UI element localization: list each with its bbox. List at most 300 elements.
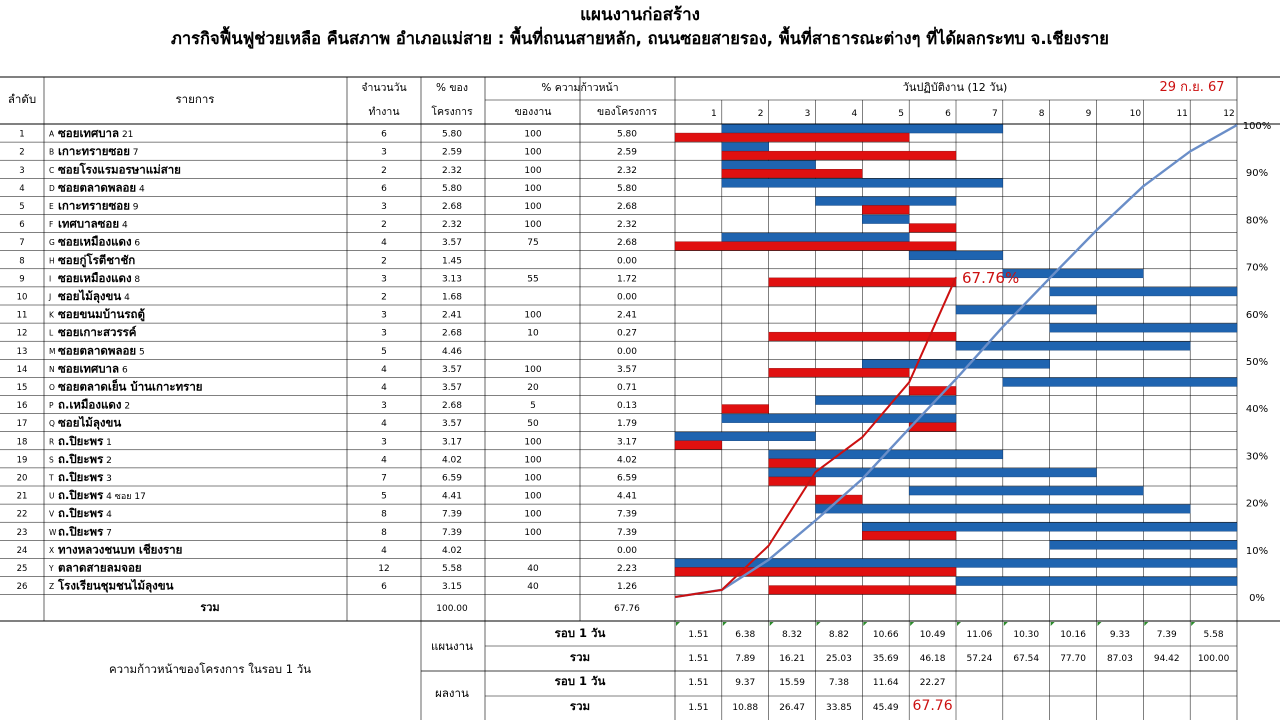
actual-round-value: 7.38 bbox=[828, 678, 849, 688]
cell-marker bbox=[1144, 622, 1148, 626]
row-pct: 2.41 bbox=[441, 310, 463, 321]
row-pct: 4.46 bbox=[441, 346, 463, 357]
cell-marker bbox=[1004, 622, 1008, 626]
day-number: 6 bbox=[945, 109, 951, 119]
row-item-name bbox=[58, 488, 146, 502]
y-axis-tick: 60% bbox=[1245, 309, 1269, 321]
item-name: เทศบาลซอย bbox=[58, 216, 120, 231]
row-days: 2 bbox=[381, 220, 387, 231]
row-code: G bbox=[49, 238, 55, 248]
row-pct: 5.80 bbox=[441, 183, 463, 194]
plan-cumulative-value: 67.54 bbox=[1013, 654, 1040, 664]
row-seq: 5 bbox=[19, 201, 25, 212]
plan-cumulative-value: 57.24 bbox=[966, 654, 993, 664]
row-item-name bbox=[58, 361, 128, 375]
plan-bar bbox=[1050, 541, 1237, 550]
row-project-progress: 7.39 bbox=[616, 509, 638, 520]
row-item-name bbox=[58, 452, 112, 466]
actual-cumulative-value: 33.85 bbox=[826, 703, 852, 713]
day-number: 1 bbox=[710, 109, 717, 119]
plan-bar bbox=[1003, 378, 1237, 387]
row-seq: 23 bbox=[16, 527, 28, 538]
actual-bar bbox=[675, 441, 722, 450]
item-name: ซอยตลาดเย็น บ้านเกาะทราย bbox=[58, 379, 203, 394]
row-seq: 21 bbox=[16, 491, 28, 502]
row-project-progress: 7.39 bbox=[616, 527, 638, 538]
item-suffix: 2 bbox=[103, 455, 112, 466]
row-project-progress: 2.68 bbox=[616, 238, 638, 249]
row-pct: 1.68 bbox=[441, 292, 463, 303]
plan-round-value: 7.39 bbox=[1156, 630, 1177, 640]
row-pct: 2.32 bbox=[441, 165, 463, 176]
item-name: ซอยเกาะสวรรค์ bbox=[58, 325, 137, 340]
row-code: E bbox=[49, 201, 54, 211]
row-work-progress: 100 bbox=[524, 473, 542, 484]
actual-bar bbox=[909, 224, 956, 233]
row-item-name bbox=[58, 398, 130, 412]
row-item-name bbox=[58, 378, 203, 393]
plan-bar bbox=[1050, 324, 1237, 333]
row-work-progress: 100 bbox=[524, 509, 542, 520]
plan-cumulative-value: 100.00 bbox=[1197, 654, 1230, 664]
page-subtitle: ภารกิจฟื้นฟูช่วยเหลือ คืนสภาพ อำเภอแม่สาย : พื้นที่ถนนสายหลัก, ถนนซอยสายรอง, พื้นที่สาธารณะต่างๆ ที่ได้ผลกระทบ จ.เชียงราย bbox=[171, 29, 1109, 48]
page-title: แผนงานก่อสร้าง bbox=[580, 5, 700, 25]
cell-marker bbox=[957, 622, 961, 626]
y-axis-tick: 100% bbox=[1242, 121, 1272, 132]
actual-cumulative-value: 45.49 bbox=[872, 703, 899, 713]
plan-round-value: 8.82 bbox=[828, 630, 849, 640]
item-name: ซอยตลาดพลอย bbox=[58, 343, 137, 358]
plan-round-value: 6.38 bbox=[735, 630, 756, 640]
actual-bar bbox=[675, 242, 956, 251]
row-days: 3 bbox=[381, 401, 387, 412]
y-axis-tick: 90% bbox=[1245, 168, 1269, 180]
actual-bar bbox=[722, 169, 863, 178]
row-days: 2 bbox=[381, 292, 387, 303]
day-number: 8 bbox=[1038, 109, 1045, 119]
y-axis-tick: 20% bbox=[1245, 498, 1269, 510]
item-name: ถ.ปิยะพร bbox=[58, 524, 104, 539]
row-item-name bbox=[58, 434, 112, 448]
plan-round-value: 8.32 bbox=[782, 630, 803, 640]
plan-round-value: 11.06 bbox=[966, 630, 993, 640]
actual-bar bbox=[722, 405, 769, 414]
row-days: 12 bbox=[378, 563, 390, 574]
row-days: 5 bbox=[381, 346, 387, 357]
row-seq: 2 bbox=[19, 147, 25, 158]
row-seq: 17 bbox=[16, 419, 28, 430]
plan-cumulative-value: 94.42 bbox=[1153, 654, 1180, 664]
row-code: V bbox=[49, 509, 55, 519]
row-item-name bbox=[58, 524, 112, 538]
item-name: ซอยตลาดพลอย bbox=[58, 180, 137, 195]
actual-round-value: 1.51 bbox=[688, 678, 709, 688]
row-pct: 7.39 bbox=[441, 509, 463, 520]
dynamic-text bbox=[17, 109, 1272, 714]
row-work-progress: 100 bbox=[524, 455, 542, 466]
actual-cumulative-value: 10.88 bbox=[732, 703, 759, 713]
row-days: 6 bbox=[381, 582, 387, 593]
row-project-progress: 0.00 bbox=[616, 256, 638, 267]
plan-cumulative-value: 16.21 bbox=[779, 654, 805, 664]
row-days: 4 bbox=[381, 364, 387, 375]
row-days: 5 bbox=[381, 491, 387, 502]
plan-bar bbox=[675, 432, 816, 441]
row-code: M bbox=[49, 346, 56, 356]
row-work-progress: 20 bbox=[527, 382, 539, 393]
row-code: R bbox=[49, 437, 55, 447]
actual-round-value: 9.37 bbox=[735, 678, 756, 688]
row-days: 3 bbox=[381, 328, 387, 339]
row-days: 4 bbox=[381, 545, 387, 556]
row-project-progress: 1.26 bbox=[616, 582, 638, 593]
actual-bar bbox=[675, 133, 909, 142]
plan-bar bbox=[816, 197, 957, 206]
row-seq: 19 bbox=[16, 455, 28, 466]
actual-cum-label: รวม bbox=[569, 699, 591, 713]
y-axis-tick: 80% bbox=[1245, 215, 1269, 227]
item-suffix: 4 bbox=[121, 292, 130, 303]
row-code: P bbox=[49, 401, 54, 411]
item-name: ซอยเทศบาล bbox=[58, 361, 120, 376]
row-item-name bbox=[58, 542, 182, 556]
actual-cumulative-value: 26.47 bbox=[779, 703, 805, 713]
row-pct: 3.57 bbox=[441, 238, 463, 249]
actual-cumulative-value: 67.76 bbox=[912, 698, 953, 714]
row-pct: 2.68 bbox=[441, 201, 463, 212]
row-item-name bbox=[57, 578, 174, 594]
row-days: 3 bbox=[381, 147, 387, 158]
row-item-name bbox=[58, 325, 137, 339]
row-pct: 3.15 bbox=[441, 582, 463, 593]
item-suffix: 9 bbox=[129, 202, 139, 213]
cell-marker bbox=[1051, 622, 1055, 626]
row-work-progress: 100 bbox=[524, 220, 542, 231]
plan-cumulative-value: 35.69 bbox=[872, 654, 899, 664]
row-work-progress: 100 bbox=[524, 147, 542, 158]
row-pct: 7.39 bbox=[441, 527, 463, 538]
day-number: 4 bbox=[851, 109, 858, 119]
row-work-progress: 5 bbox=[530, 401, 536, 412]
row-item-name bbox=[58, 198, 139, 212]
cell-marker bbox=[817, 622, 821, 626]
row-code: L bbox=[49, 328, 54, 338]
row-seq: 20 bbox=[16, 473, 28, 484]
cell-marker bbox=[676, 622, 680, 626]
row-project-progress: 5.80 bbox=[616, 129, 638, 140]
row-seq: 18 bbox=[16, 437, 28, 448]
y-axis-tick: 0% bbox=[1249, 593, 1265, 604]
plan-round-value: 5.58 bbox=[1203, 630, 1224, 640]
plan-bar bbox=[956, 342, 1190, 351]
actual-round-label: รอบ 1 วัน bbox=[554, 674, 606, 688]
actual-cumulative-value: 1.51 bbox=[688, 703, 709, 713]
row-seq: 7 bbox=[19, 238, 25, 249]
row-days: 4 bbox=[381, 382, 387, 393]
row-days: 3 bbox=[381, 201, 387, 212]
row-days: 6 bbox=[381, 183, 387, 194]
row-pct: 5.58 bbox=[441, 563, 463, 574]
row-days: 3 bbox=[381, 274, 387, 285]
cell-marker bbox=[770, 622, 774, 626]
row-work-progress: 50 bbox=[527, 419, 539, 430]
day-number: 11 bbox=[1176, 109, 1188, 119]
row-project-progress: 2.68 bbox=[616, 201, 638, 212]
row-work-progress: 100 bbox=[524, 201, 542, 212]
row-project-progress: 1.79 bbox=[616, 419, 638, 430]
header-item: รายการ bbox=[175, 92, 215, 106]
row-seq: 25 bbox=[16, 563, 28, 574]
item-name: ทางหลวงชนบท เชียงราย bbox=[58, 542, 183, 557]
row-pct: 6.59 bbox=[441, 473, 463, 484]
plan-bar bbox=[862, 215, 909, 224]
row-project-progress: 2.59 bbox=[616, 147, 638, 158]
plan-bar bbox=[862, 523, 1237, 532]
row-pct: 2.59 bbox=[441, 147, 463, 158]
plan-bar bbox=[909, 251, 1003, 260]
row-code: W bbox=[49, 527, 57, 537]
row-work-progress: 40 bbox=[527, 582, 539, 593]
header-seq: ลำดับ bbox=[7, 92, 37, 106]
row-code: H bbox=[49, 256, 55, 266]
actual-round-value: 22.27 bbox=[919, 678, 946, 688]
item-name: ซอยเหมืองแดง bbox=[58, 270, 132, 285]
row-days: 4 bbox=[381, 238, 387, 249]
row-seq: 6 bbox=[19, 220, 25, 231]
row-days: 3 bbox=[381, 310, 387, 321]
row-seq: 9 bbox=[19, 274, 25, 285]
actual-round-value: 11.64 bbox=[872, 678, 899, 688]
cell-marker bbox=[1098, 622, 1102, 626]
item-suffix: 4 bbox=[136, 184, 145, 195]
plan-bar bbox=[956, 306, 1097, 315]
row-code: J bbox=[49, 292, 52, 302]
row-project-progress: 3.17 bbox=[616, 437, 638, 448]
plan-round-value: 10.66 bbox=[872, 630, 899, 640]
plan-bar bbox=[909, 487, 1143, 496]
row-work-progress: 100 bbox=[524, 527, 542, 538]
item-name: เกาะทรายซอย bbox=[58, 198, 130, 213]
row-work-progress: 100 bbox=[524, 165, 542, 176]
row-pct: 4.02 bbox=[441, 455, 463, 466]
row-days: 3 bbox=[381, 437, 387, 448]
row-code: C bbox=[49, 165, 55, 175]
row-code: Y bbox=[49, 563, 54, 573]
row-seq: 10 bbox=[16, 292, 28, 303]
actual-bar bbox=[862, 531, 956, 540]
item-name: ซอยขนมบ้านรถตู้ bbox=[58, 307, 145, 322]
item-name: ซอยเทศบาล bbox=[58, 126, 120, 141]
row-code: N bbox=[49, 364, 55, 374]
item-suffix: 5 bbox=[136, 347, 145, 358]
total-proj: 67.76 bbox=[614, 604, 640, 614]
item-suffix: 8 bbox=[131, 274, 141, 285]
row-pct: 4.41 bbox=[441, 491, 463, 502]
row-days: 4 bbox=[381, 419, 387, 430]
row-work-progress: 100 bbox=[524, 364, 542, 375]
row-seq: 11 bbox=[16, 310, 28, 321]
actual-progress-label: 67.76% bbox=[962, 269, 1020, 288]
item-name: ถ.เหมืองแดง bbox=[58, 397, 122, 412]
row-work-progress: 100 bbox=[524, 183, 542, 194]
row-code: Z bbox=[49, 582, 55, 592]
item-name: ถ.ปิยะพร bbox=[58, 506, 104, 521]
row-code: D bbox=[49, 183, 55, 193]
row-item-name bbox=[58, 252, 135, 268]
plan-round-value: 1.51 bbox=[688, 630, 709, 640]
plan-round-value: 9.33 bbox=[1109, 630, 1130, 640]
row-item-name bbox=[58, 235, 140, 249]
header-of-work: ของงาน bbox=[514, 106, 552, 118]
item-suffix: 3 bbox=[103, 473, 112, 484]
header-progress: % ความก้าวหน้า bbox=[541, 82, 619, 94]
row-pct: 3.57 bbox=[441, 364, 463, 375]
row-code: T bbox=[49, 473, 54, 483]
plan-bar bbox=[1003, 269, 1143, 278]
y-axis-tick: 50% bbox=[1245, 357, 1269, 368]
plan-bar bbox=[722, 179, 1003, 188]
row-item-name bbox=[58, 307, 145, 322]
y-axis-tick: 30% bbox=[1245, 451, 1269, 463]
plan-bar bbox=[956, 577, 1237, 586]
item-name: โรงเรียนชุมชนไม้ลุงขน bbox=[58, 578, 174, 593]
header-of-project: ของโครงการ bbox=[597, 106, 657, 118]
row-item-name bbox=[58, 416, 121, 431]
row-code: K bbox=[49, 310, 54, 320]
row-code: Q bbox=[49, 419, 55, 429]
day-number: 9 bbox=[1085, 109, 1092, 119]
row-code: U bbox=[49, 491, 55, 501]
item-name: เกาะทรายซอย bbox=[58, 144, 130, 159]
plan-cumulative-value: 1.51 bbox=[688, 654, 709, 664]
cell-marker bbox=[863, 622, 867, 626]
row-item-name bbox=[58, 470, 112, 484]
row-project-progress: 6.59 bbox=[616, 473, 638, 484]
row-days: 8 bbox=[381, 527, 387, 538]
plan-cumulative-value: 46.18 bbox=[919, 654, 946, 664]
item-suffix: 21 bbox=[119, 130, 134, 141]
row-item-name bbox=[58, 289, 130, 304]
plan-bar bbox=[722, 143, 769, 152]
row-project-progress: 0.13 bbox=[616, 401, 638, 412]
row-pct: 4.02 bbox=[441, 545, 463, 556]
row-seq: 14 bbox=[16, 364, 28, 375]
header-pct-2: โครงการ bbox=[431, 106, 473, 118]
row-project-progress: 2.41 bbox=[616, 310, 638, 321]
plan-cum-label: รวม bbox=[569, 650, 591, 664]
header-days-2: ทำงาน bbox=[368, 106, 400, 118]
row-code: F bbox=[49, 220, 54, 230]
row-code: B bbox=[49, 147, 55, 157]
row-project-progress: 1.72 bbox=[616, 274, 638, 285]
item-name: ถ.ปิยะพร bbox=[58, 469, 104, 484]
row-days: 2 bbox=[381, 256, 387, 267]
plan-label: แผนงาน bbox=[431, 639, 473, 653]
actual-bar bbox=[769, 586, 956, 595]
row-seq: 13 bbox=[16, 346, 28, 357]
actual-bar bbox=[909, 423, 956, 432]
row-days: 6 bbox=[381, 129, 387, 140]
plan-cumulative-value: 25.03 bbox=[826, 654, 852, 664]
row-code: A bbox=[49, 129, 55, 139]
row-pct: 3.57 bbox=[441, 382, 463, 393]
row-code: I bbox=[49, 274, 52, 284]
header-date: 29 ก.ย. 67 bbox=[1159, 80, 1225, 95]
row-work-progress: 100 bbox=[524, 491, 542, 502]
item-name: ถ.ปิยะพร bbox=[58, 488, 104, 503]
y-axis-tick: 70% bbox=[1245, 262, 1269, 274]
row-seq: 1 bbox=[19, 129, 25, 140]
total-pct: 100.00 bbox=[436, 604, 468, 614]
header-workdays: วันปฏิบัติงาน (12 วัน) bbox=[902, 81, 1008, 94]
actual-bar bbox=[769, 459, 816, 468]
row-work-progress: 75 bbox=[527, 238, 539, 249]
row-item-name bbox=[58, 343, 145, 357]
plan-bar bbox=[816, 505, 1191, 514]
row-pct: 2.68 bbox=[441, 328, 463, 339]
row-pct: 2.68 bbox=[441, 401, 463, 412]
plan-bar bbox=[722, 125, 1003, 134]
header-days: จำนวนวัน bbox=[361, 82, 407, 94]
day-number: 5 bbox=[898, 109, 905, 119]
row-days: 7 bbox=[381, 473, 387, 484]
item-suffix: 4 ซอย 17 bbox=[103, 492, 146, 503]
item-name: ซอยเหมืองแดง bbox=[58, 234, 132, 249]
plan-cumulative-value: 87.03 bbox=[1107, 654, 1133, 664]
item-name: ถ.ปิยะพร bbox=[58, 433, 104, 448]
item-name: ตลาดสายลมจอย bbox=[58, 560, 142, 575]
row-days: 2 bbox=[381, 165, 387, 176]
row-work-progress: 100 bbox=[524, 310, 542, 321]
row-seq: 24 bbox=[16, 545, 28, 556]
row-project-progress: 0.27 bbox=[616, 328, 638, 339]
item-name: ซอยไม้ลุงขน bbox=[58, 415, 122, 430]
day-number: 12 bbox=[1223, 109, 1235, 119]
row-work-progress: 55 bbox=[527, 274, 539, 285]
day-number: 2 bbox=[757, 109, 764, 119]
row-item-name bbox=[58, 217, 128, 231]
actual-bar bbox=[722, 151, 956, 160]
actual-bar bbox=[769, 278, 956, 287]
row-project-progress: 2.32 bbox=[616, 220, 638, 231]
row-project-progress: 2.23 bbox=[616, 563, 638, 574]
row-item-name bbox=[58, 161, 181, 176]
row-days: 4 bbox=[381, 455, 387, 466]
actual-bar bbox=[862, 205, 909, 214]
cell-marker bbox=[910, 622, 914, 626]
item-name: ซอยไม้ลุงขน bbox=[58, 288, 122, 303]
row-code: S bbox=[49, 455, 54, 465]
item-name: ซอยโรงแรมอรษาแม่สาย bbox=[58, 162, 181, 177]
row-seq: 3 bbox=[19, 165, 25, 176]
summary-caption: ความก้าวหน้าของโครงการ ในรอบ 1 วัน bbox=[108, 662, 312, 676]
row-project-progress: 4.02 bbox=[616, 455, 638, 466]
row-pct: 3.13 bbox=[441, 274, 463, 285]
row-work-progress: 10 bbox=[527, 328, 539, 339]
row-work-progress: 100 bbox=[524, 437, 542, 448]
plan-bar bbox=[722, 233, 909, 242]
row-project-progress: 0.00 bbox=[616, 545, 638, 556]
row-item-name bbox=[58, 144, 139, 158]
y-axis-tick: 10% bbox=[1245, 545, 1269, 557]
row-item-name bbox=[58, 180, 145, 194]
item-suffix: 4 bbox=[119, 220, 128, 231]
item-suffix: 6 bbox=[119, 365, 128, 376]
row-pct: 3.57 bbox=[441, 419, 463, 430]
row-project-progress: 2.32 bbox=[616, 165, 638, 176]
row-project-progress: 0.71 bbox=[616, 382, 638, 393]
row-seq: 4 bbox=[19, 183, 25, 194]
